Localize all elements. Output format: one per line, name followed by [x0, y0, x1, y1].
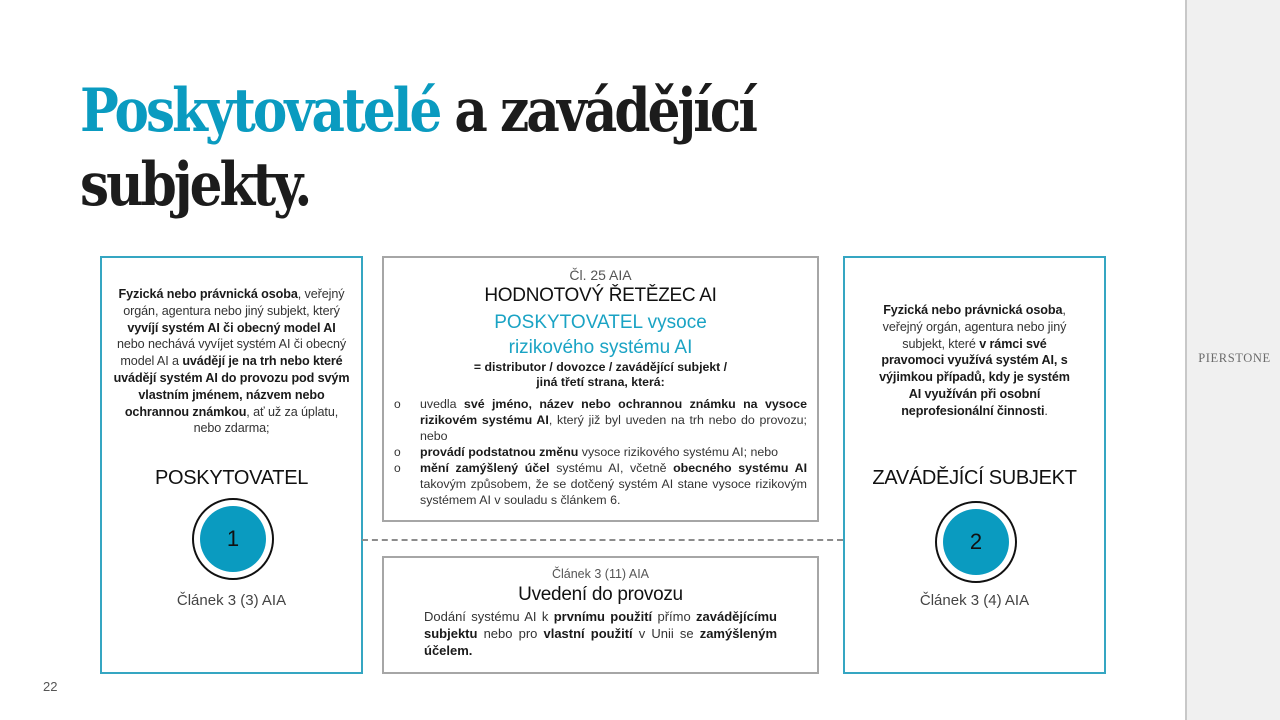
- provider-article-ref: Článek 3 (3) AIA: [176, 592, 287, 609]
- emphasized-text: mění zamýšlený účel: [420, 461, 550, 475]
- value-chain-heading: HODNOTOVÝ ŘETĚZEC AI: [484, 285, 717, 306]
- text-run: vysoce rizikového systému AI; nebo: [578, 445, 779, 459]
- criteria-item: [392, 396, 807, 444]
- value-chain-box: [382, 256, 819, 522]
- criteria-item: [392, 460, 807, 508]
- criteria-text: [420, 397, 807, 443]
- emphasized-text: prvnímu použití: [553, 609, 653, 624]
- value-chain-highlight-1: POSKYTOVATEL vysoce: [494, 312, 707, 333]
- text-run: systému AI, včetně: [549, 461, 674, 475]
- side-panel: [1185, 0, 1280, 720]
- deployer-box: [843, 256, 1106, 674]
- text-run: Dodání systému AI k: [424, 609, 554, 624]
- emphasized-text: zamýšleným účelem.: [424, 626, 778, 658]
- hollow-circle-bullet-icon: o: [394, 445, 401, 459]
- text-run: přímo: [652, 609, 697, 624]
- emphasized-text: Fyzická nebo právnická osoba: [118, 287, 298, 301]
- value-chain-subheading-1: = distributor / dovozce / zavádějící subjekt /: [473, 360, 728, 374]
- criteria-item: [392, 444, 807, 460]
- emphasized-text: vyvíjí systém AI či obecný model AI: [127, 320, 336, 335]
- deployer-description: [879, 302, 1070, 420]
- criteria-text: [420, 445, 778, 459]
- criteria-text: [420, 461, 807, 507]
- text-run: , který již byl uveden na trh nebo do provozu; nebo: [420, 413, 807, 443]
- emphasized-text: Fyzická nebo právnická osoba: [883, 303, 1063, 317]
- emphasized-text: své jméno, název nebo ochrannou známku na vysoce rizikovém systému AI: [420, 397, 807, 427]
- provider-box: [100, 256, 363, 674]
- text-run: , veřejný orgán, agentura nebo jiný subjekt, které: [882, 303, 1067, 351]
- text-run: nebo pro: [477, 626, 544, 641]
- emphasized-text: obecného systému AI: [673, 461, 808, 475]
- deployer-article-ref: Článek 3 (4) AIA: [919, 592, 1030, 609]
- text-run: nebo nechává vyvíjet systém AI či obecný model AI a: [116, 337, 347, 369]
- deployer-badge: [935, 501, 1017, 583]
- title-rest: a zavádějící subjekty.: [80, 76, 756, 220]
- dashed-connector: [362, 539, 843, 541]
- service-heading: Uvedení do provozu: [518, 584, 683, 605]
- hollow-circle-bullet-icon: o: [394, 461, 401, 475]
- brand-logo: PIERSTONE: [1198, 351, 1271, 365]
- deployer-label: ZAVÁDĚJÍCÍ SUBJEKT: [872, 467, 1077, 489]
- emphasized-text: vlastní použití: [543, 626, 633, 641]
- badge-number: 2: [969, 529, 983, 554]
- provider-badge: [192, 498, 274, 580]
- emphasized-text: provádí podstatnou změnu: [420, 445, 579, 459]
- text-run: uvedla: [420, 397, 464, 411]
- numbered-circle-icon: [943, 509, 1009, 575]
- emphasized-text: v rámci své pravomoci využívá systém AI, s výjimkou případů, kdy je systém AI využíván při osobní neprofesionální činnosti: [879, 336, 1070, 418]
- text-run: , veřejný orgán, agentura nebo jiný subjekt, který: [123, 287, 345, 318]
- numbered-circle-icon: [200, 506, 266, 572]
- provider-label: POSKYTOVATEL: [154, 467, 309, 489]
- badge-number: 1: [226, 526, 240, 551]
- text-run: v Unii se: [632, 626, 700, 641]
- value-chain-article-ref: Čl. 25 AIA: [569, 267, 632, 283]
- text-run: .: [1044, 403, 1048, 418]
- value-chain-subheading-2: jiná třetí strana, která:: [536, 375, 665, 389]
- emphasized-text: zavádějícímu subjektu: [424, 609, 777, 641]
- text-run: , ať už za úplatu, nebo zdarma;: [193, 404, 339, 436]
- page-title: [80, 74, 854, 222]
- criteria-list: [384, 396, 817, 508]
- service-description: [384, 608, 817, 659]
- provider-description: [112, 286, 351, 437]
- emphasized-text: uvádějí je na trh nebo které uvádějí systém AI do provozu pod svým vlastním jménem, názvem nebo ochrannou známkou: [113, 354, 350, 419]
- page-number: 22: [43, 679, 58, 694]
- value-chain-highlight-2: rizikového systému AI: [508, 337, 693, 358]
- hollow-circle-bullet-icon: o: [394, 397, 401, 411]
- service-article-ref: Článek 3 (11) AIA: [551, 567, 650, 581]
- text-run: takovým způsobem, že se dotčený systém AI stane vysoce rizikovým systémem AI v souladu s článkem 6.: [420, 477, 807, 507]
- putting-into-service-box: [382, 556, 819, 674]
- title-accent: Poskytovatelé: [80, 76, 440, 146]
